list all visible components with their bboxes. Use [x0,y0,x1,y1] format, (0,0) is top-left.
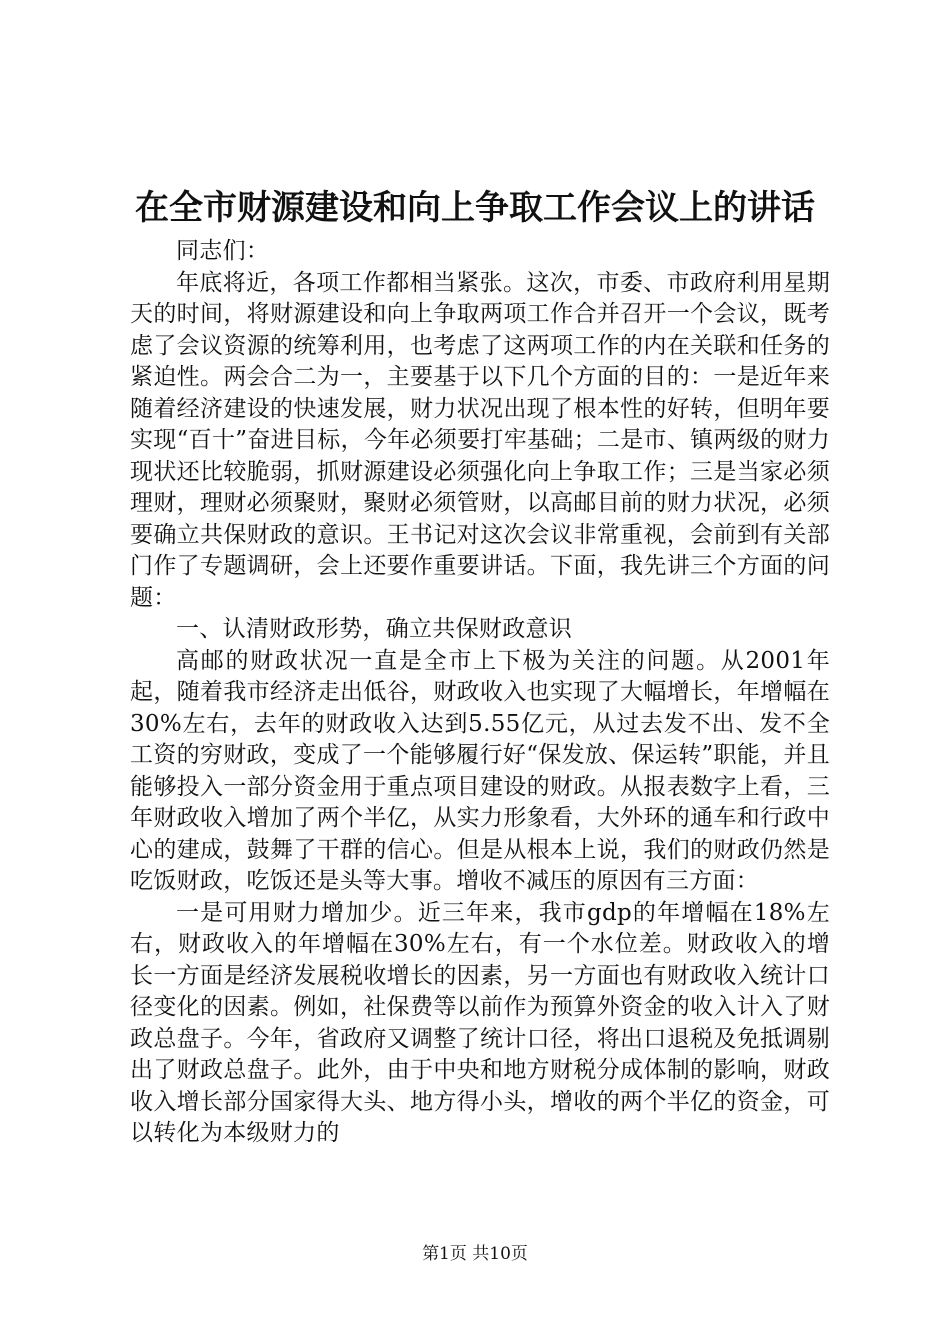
body-paragraph: 一是可用财力增加少。近三年来，我市gdp的年增幅在18%左右，财政收入的年增幅在30%左右，有一个水位差。财政收入的增长一方面是经济发展税收增长的因素，另一方面也有财政收入统计口径变化的因素。例如，社保费等以前作为预算外资金的收入计入了财政总盘子。今年，省政府又调整了统计口径，将出口退税及免抵调剔出了财政总盘子。此外，由于中央和地方财税分成体制的影响，财政收入增长部分国家得大头、地方得小头，增收的两个半亿的资金，可以转化为本级财力的 [130,899,830,1146]
section-heading-1: 一、认清财政形势，确立共保财政意识 [176,616,573,642]
document-title: 在全市财源建设和向上争取工作会议上的讲话 [135,188,815,228]
page-number: 第1页 [422,1244,467,1264]
salutation-paragraph: 同志们： [176,238,270,264]
body-paragraph: 高邮的财政状况一直是全市上下极为关注的问题。从2001年起，随着我市经济走出低谷，财政收入也实现了大幅增长，年增幅在30%左右，去年的财政收入达到5.55亿元，从过去发不出、发不全工资的穷财政，变成了一个能够履行好“保发放、保运转”职能，并且能够投入一部分资金用于重点项目建设的财政。从报表数字上看，三年财政收入增加了两个半亿，从实力形象看，大外环的通车和行政中心的建成，鼓舞了干群的信心。但是从根本上说，我们的财政仍然是吃饭财政，吃饭还是头等大事。增收不减压的原因有三方面： [130,647,830,894]
page-footer [0,1243,950,1265]
total-pages: 共10页 [472,1244,528,1264]
intro-paragraph: 年底将近，各项工作都相当紧张。这次，市委、市政府利用星期天的时间，将财源建设和向上争取两项工作合并召开一个会议，既考虑了会议资源的统筹利用，也考虑了这两项工作的内在关联和任务的紧迫性。两会合二为一，主要基于以下几个方面的目的：一是近年来随着经济建设的快速发展，财力状况出现了根本性的好转，但明年要实现“百十”奋进目标，今年必须要打牢基础；二是市、镇两级的财力现状还比较脆弱，抓财源建设必须强化向上争取工作；三是当家必须理财，理财必须聚财，聚财必须管财，以高邮目前的财力状况，必须要确立共保财政的意识。王书记对这次会议非常重视，会前到有关部门作了专题调研，会上还要作重要讲话。下面，我先讲三个方面的问题： [130,269,830,611]
document-body [130,236,830,1150]
